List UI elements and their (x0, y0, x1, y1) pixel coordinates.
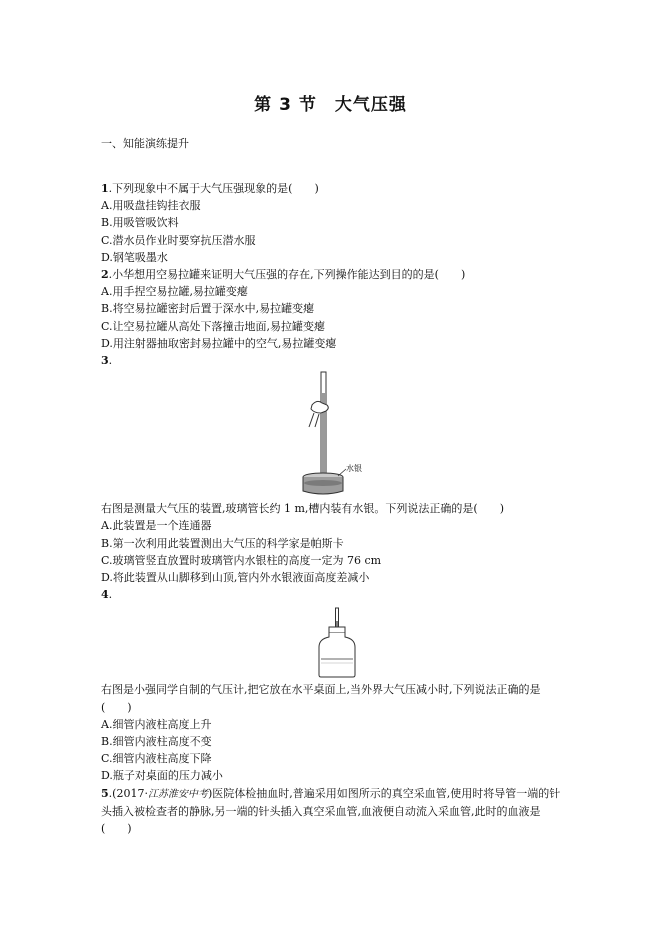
question-number: 2 (101, 268, 109, 282)
option-b: B.将空易拉罐密封后置于深水中,易拉罐变瘪 (101, 302, 315, 316)
question-4-number (101, 586, 561, 603)
section-heading: 一、知能演练提升 (101, 137, 189, 150)
source-prefix: .(2017· (108, 786, 148, 800)
option-d: D.瓶子对桌面的压力减小 (101, 769, 223, 783)
source-suffix: ) (207, 786, 213, 800)
question-number: 5 (101, 786, 109, 800)
question-2-stem (101, 266, 561, 283)
question-dot: . (108, 588, 113, 602)
option-a: A.此装置是一个连通器 (101, 519, 212, 533)
mercury-label: 水银 (346, 464, 362, 474)
homemade-barometer-figure (313, 607, 363, 679)
question-text: 医院体检抽血时,普遍采用如图所示的真空采血管,使用时将导管一端的针头插入被检查者的静脉,另一端的针头插入真空采血管,血液便自动流入采血管,此时的血液是( ) (101, 786, 561, 836)
question-3-number (101, 352, 561, 369)
question-3-stem: 右图是测量大气压的装置,玻璃管长约 1 m,槽内装有水银。下列说法正确的是( ) (101, 502, 504, 516)
option-a: A.用手捏空易拉罐,易拉罐变瘪 (101, 285, 248, 299)
option-c: C.细管内液柱高度下降 (101, 752, 212, 766)
option-b: B.第一次利用此装置测出大气压的科学家是帕斯卡 (101, 536, 344, 550)
option-a: A.用吸盘挂钩挂衣服 (101, 199, 201, 213)
question-1-stem (101, 180, 561, 197)
question-text: .小华想用空易拉罐来证明大气压强的存在,下列操作能达到目的的是( ) (108, 268, 466, 282)
question-dot: . (108, 354, 113, 368)
option-d: D.将此装置从山脚移到山顶,管内外水银液面高度差减小 (101, 571, 370, 585)
page-title: 第 3 节 大气压强 (254, 95, 407, 115)
question-number: 3 (101, 354, 109, 368)
option-c: C.让空易拉罐从高处下落撞击地面,易拉罐变瘪 (101, 319, 326, 333)
question-5-stem (101, 785, 561, 838)
option-b: B.细管内液柱高度不变 (101, 735, 212, 749)
option-c: C.潜水员作业时要穿抗压潜水服 (101, 233, 256, 247)
option-d: D.钢笔吸墨水 (101, 250, 168, 264)
question-number: 1 (101, 182, 109, 195)
option-d: D.用注射器抽取密封易拉罐中的空气,易拉罐变瘪 (101, 336, 337, 350)
option-a: A.细管内液柱高度上升 (101, 717, 212, 731)
option-c: C.玻璃管竖直放置时玻璃管内水银柱的高度一定为 76 cm (101, 553, 382, 567)
question-list (101, 180, 561, 837)
question-number: 4 (101, 588, 109, 602)
option-b: B.用吸管吸饮料 (101, 216, 179, 230)
exam-source: 江苏淮安中考 (147, 788, 208, 800)
barometer-figure (300, 371, 362, 499)
question-4-stem: 右图是小强同学自制的气压计,把它放在水平桌面上,当外界大气压减小时,下列说法正确的是( ) (101, 683, 541, 714)
question-text: .下列现象中不属于大气压强现象的是( ) (108, 182, 319, 195)
